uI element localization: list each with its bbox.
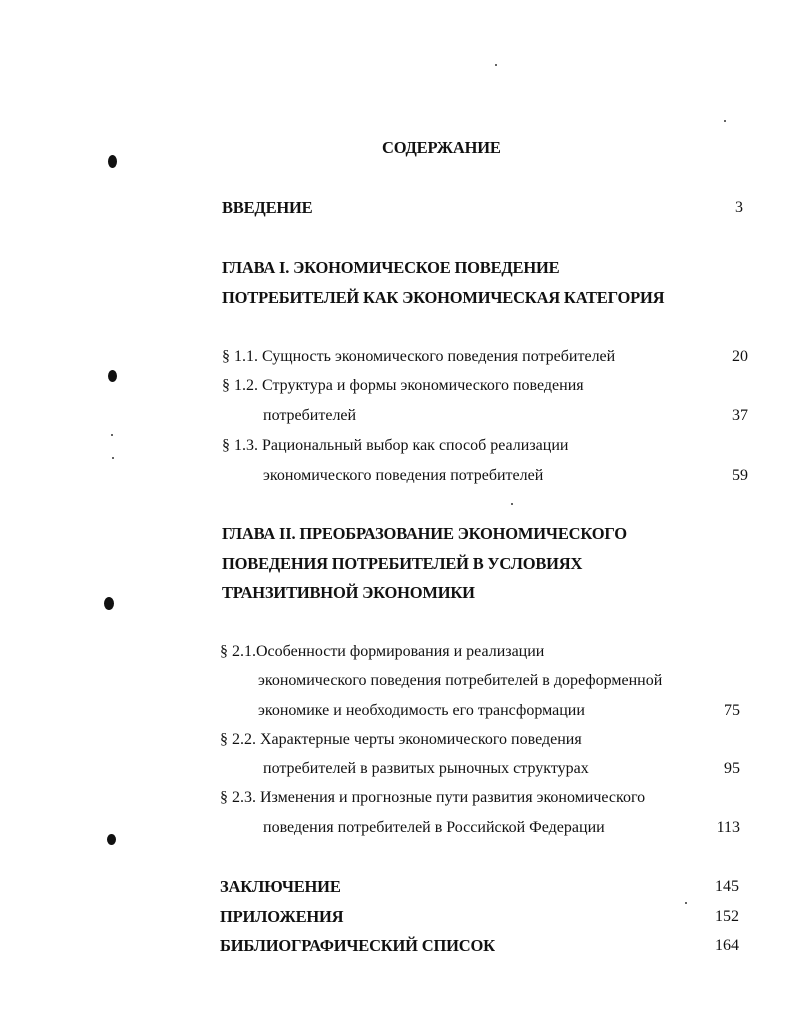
- scan-blot: [108, 370, 117, 382]
- scan-speck: [511, 503, 513, 505]
- scan-blot: [104, 597, 114, 610]
- chapter2-title-line: ПОВЕДЕНИЯ ПОТРЕБИТЕЛЕЙ В УСЛОВИЯХ: [222, 554, 583, 573]
- toc-appendices-page: 152: [715, 908, 739, 925]
- toc-intro-label: ВВЕДЕНИЕ: [222, 198, 313, 217]
- section-2-2-line: § 2.2. Характерные черты экономического поведения: [220, 731, 582, 748]
- toc-intro-page: 3: [735, 199, 743, 216]
- scan-blot: [107, 834, 116, 845]
- scan-speck: [685, 902, 687, 904]
- toc-bibliography-page: 164: [715, 937, 739, 954]
- chapter1-title-line: ГЛАВА I. ЭКОНОМИЧЕСКОЕ ПОВЕДЕНИЕ: [222, 258, 560, 277]
- scan-speck: [495, 64, 497, 66]
- section-1-3-line: § 1.3. Рациональный выбор как способ реализации: [222, 437, 569, 454]
- section-2-1-line: экономического поведения потребителей в дореформенной: [258, 672, 663, 689]
- section-2-1-line: § 2.1.Особенности формирования и реализации: [220, 643, 545, 660]
- chapter1-title-line: ПОТРЕБИТЕЛЕЙ КАК ЭКОНОМИЧЕСКАЯ КАТЕГОРИЯ: [222, 288, 665, 307]
- section-1-2-line: § 1.2. Структура и формы экономического поведения: [222, 377, 584, 394]
- section-2-3-line: поведения потребителей в Российской Федерации: [263, 819, 605, 836]
- chapter2-title-line: ГЛАВА II. ПРЕОБРАЗОВАНИЕ ЭКОНОМИЧЕСКОГО: [222, 524, 627, 543]
- scan-speck: [112, 457, 114, 459]
- scan-speck: [724, 120, 726, 122]
- toc-bibliography-label: БИБЛИОГРАФИЧЕСКИЙ СПИСОК: [220, 936, 495, 955]
- section-1-1-page: 20: [732, 348, 748, 365]
- section-1-2-page: 37: [732, 407, 748, 424]
- page-title: СОДЕРЖАНИЕ: [382, 138, 501, 157]
- toc-conclusion-label: ЗАКЛЮЧЕНИЕ: [220, 877, 341, 896]
- section-2-2-page: 95: [724, 760, 740, 777]
- toc-appendices-label: ПРИЛОЖЕНИЯ: [220, 907, 344, 926]
- section-2-3-line: § 2.3. Изменения и прогнозные пути развития экономического: [220, 789, 646, 806]
- section-1-3-line: экономического поведения потребителей: [263, 467, 544, 484]
- section-2-3-page: 113: [716, 819, 740, 836]
- section-1-3-page: 59: [732, 467, 748, 484]
- section-1-1-line: § 1.1. Сущность экономического поведения потребителей: [222, 348, 616, 365]
- toc-conclusion-page: 145: [715, 878, 739, 895]
- section-1-2-line: потребителей: [263, 407, 357, 424]
- section-2-1-page: 75: [724, 702, 740, 719]
- section-2-2-line: потребителей в развитых рыночных структурах: [263, 760, 589, 777]
- section-2-1-line: экономике и необходимость его трансформации: [258, 702, 585, 719]
- chapter2-title-line: ТРАНЗИТИВНОЙ ЭКОНОМИКИ: [222, 583, 475, 602]
- scan-speck: [111, 434, 113, 436]
- scan-blot: [108, 155, 117, 168]
